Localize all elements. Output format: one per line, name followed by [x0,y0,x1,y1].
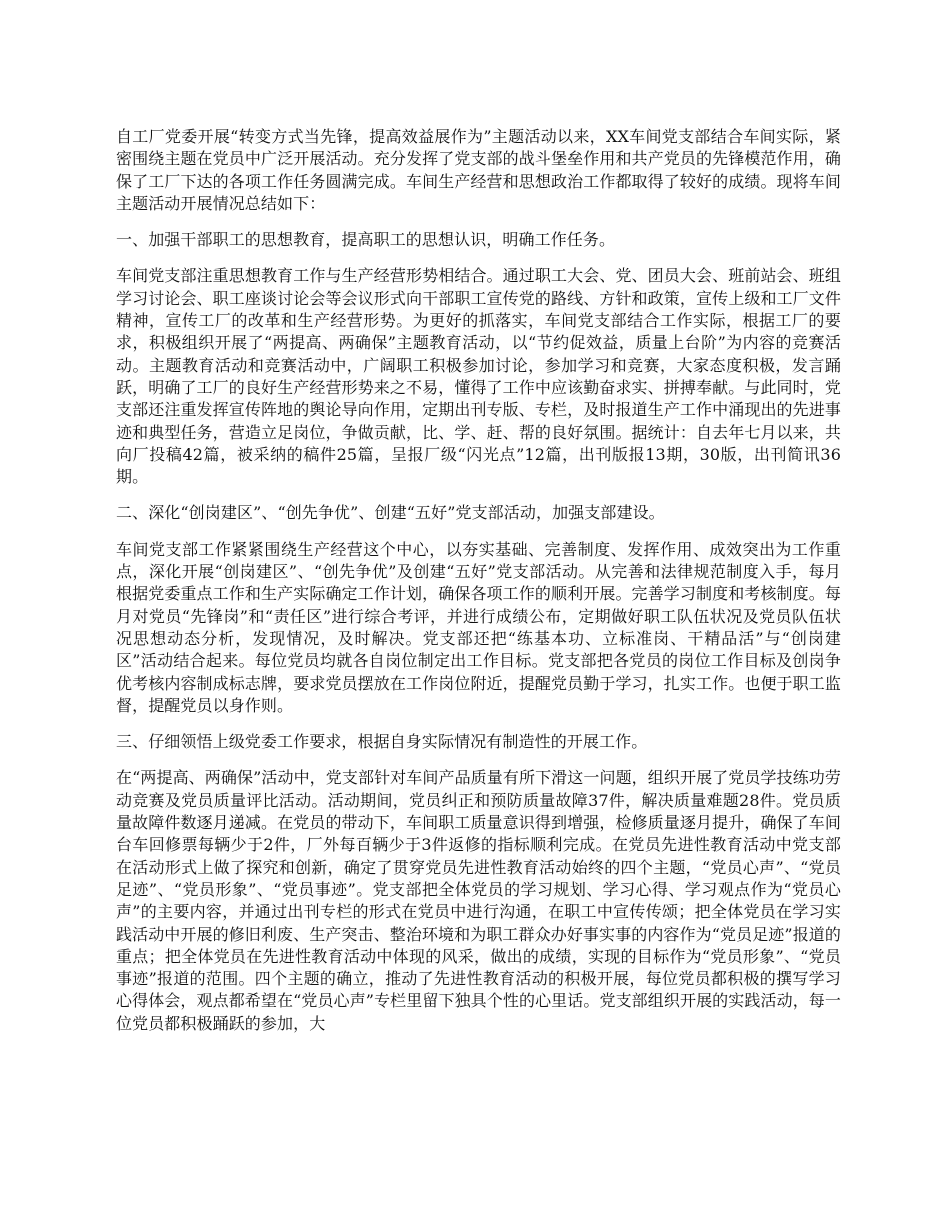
section-heading-3: 三、仔细领悟上级党委工作要求，根据自身实际情况有制造性的开展工作。 [116,732,648,752]
section-3-paragraph: 在“两提高、两确保”活动中，党支部针对车间产品质量有所下滑这一问题，组织开展了党员学技练功劳动竞赛及党员质量评比活动。活动期间，党员纠正和预防质量故障37件，解决质量难题28件。党员质量故障件数逐月递减。在党员的带动下，车间职工质量意识得到增强，检修质量逐月提升，确保了车间台车回修票每辆少于2件，厂外每百辆少于3件返修的指标顺利完成。在党员先进性教育活动中党支部在活动形式上做了探究和创新，确定了贯穿党员先进性教育活动始终的四个主题，“党员心声”、“党员足迹”、“党员形象”、“党员事迹”。党支部把全体党员的学习规划、学习心得、学习观点作为“党员心声”的主要内容，并通过出刊专栏的形式在党员中进行沟通，在职工中宣传传颂；把全体党员在学习实践活动中开展的修旧利废、生产突击、整治环境和为职工群众办好事实事的内容作为“党员足迹”报道的重点；把全体党员在先进性教育活动中体现的风采，做出的成绩，实现的目标作为“党员形象”、“党员事迹”报道的范围。四个主题的确立，推动了先进性教育活动的积极开展，每位党员都积极的撰写学习心得体会，观点都希望在“党员心声”专栏里留下独具个性的心里话。党支部组织开展的实践活动，每一位党员都积极踊跃的参加，大 [116,768,841,1033]
document-body [116,126,841,1049]
section-heading-2: 二、深化“创岗建区”、“创先争优”、创建“五好”党支部活动，加强支部建设。 [116,503,665,523]
section-heading-1: 一、加强干部职工的思想教育，提高职工的思想认识，明确工作任务。 [116,230,616,250]
intro-paragraph: 自工厂党委开展“转变方式当先锋，提高效益展作为”主题活动以来，XX车间党支部结合车间实际，紧密围绕主题在党员中广泛开展活动。充分发挥了党支部的战斗堡垒作用和共产党员的先锋模范作用，确保了工厂下达的各项工作任务圆满完成。车间生产经营和思想政治工作都取得了较好的成绩。现将车间主题活动开展情况总结如下： [116,127,841,213]
section-2-paragraph: 车间党支部工作紧紧围绕生产经营这个中心，以夯实基础、完善制度、发挥作用、成效突出为工作重点，深化开展“创岗建区”、“创先争优”及创建“五好”党支部活动。从完善和法律规范制度入手，每月根据党委重点工作和生产实际确定工作计划，确保各项工作的顺利开展。完善学习制度和考核制度。每月对党员“先锋岗”和“责任区”进行综合考评，并进行成绩公布，定期做好职工队伍状况及党员队伍状况思想动态分析，发现情况，及时解决。党支部还把“练基本功、立标准岗、干精品活”与“创岗建区”活动结合起来。每位党员均就各自岗位制定出工作目标。党支部把各党员的岗位工作目标及创岗争优考核内容制成标志牌，要求党员摆放在工作岗位附近，提醒党员勤于学习，扎实工作。也便于职工监督，提醒党员以身作则。 [116,539,841,715]
section-1-paragraph: 车间党支部注重思想教育工作与生产经营形势相结合。通过职工大会、党、团员大会、班前站会、班组学习讨论会、职工座谈讨论会等会议形式向干部职工宣传党的路线、方针和政策，宣传上级和工厂文件精神，宣传工厂的改革和生产经营形势。为更好的抓落实，车间党支部结合工作实际，根据工厂的要求，积极组织开展了“两提高、两确保”主题教育活动，以“节约促效益，质量上台阶”为内容的竞赛活动。主题教育活动和竞赛活动中，广阔职工积极参加讨论，参加学习和竞赛，大家态度积极，发言踊跃，明确了工厂的良好生产经营形势来之不易，懂得了工作中应该勤奋求实、拼搏奉献。与此同时，党支部还注重发挥宣传阵地的舆论导向作用，定期出刊专版、专栏，及时报道生产工作中涌现出的先进事迹和典型任务，营造立足岗位，争做贡献，比、学、赶、帮的良好氛围。据统计：自去年七月以来，共向厂投稿42篇，被采纳的稿件25篇，呈报厂级“闪光点”12篇，出刊版报13期，30版，出刊简讯36期。 [116,266,841,487]
